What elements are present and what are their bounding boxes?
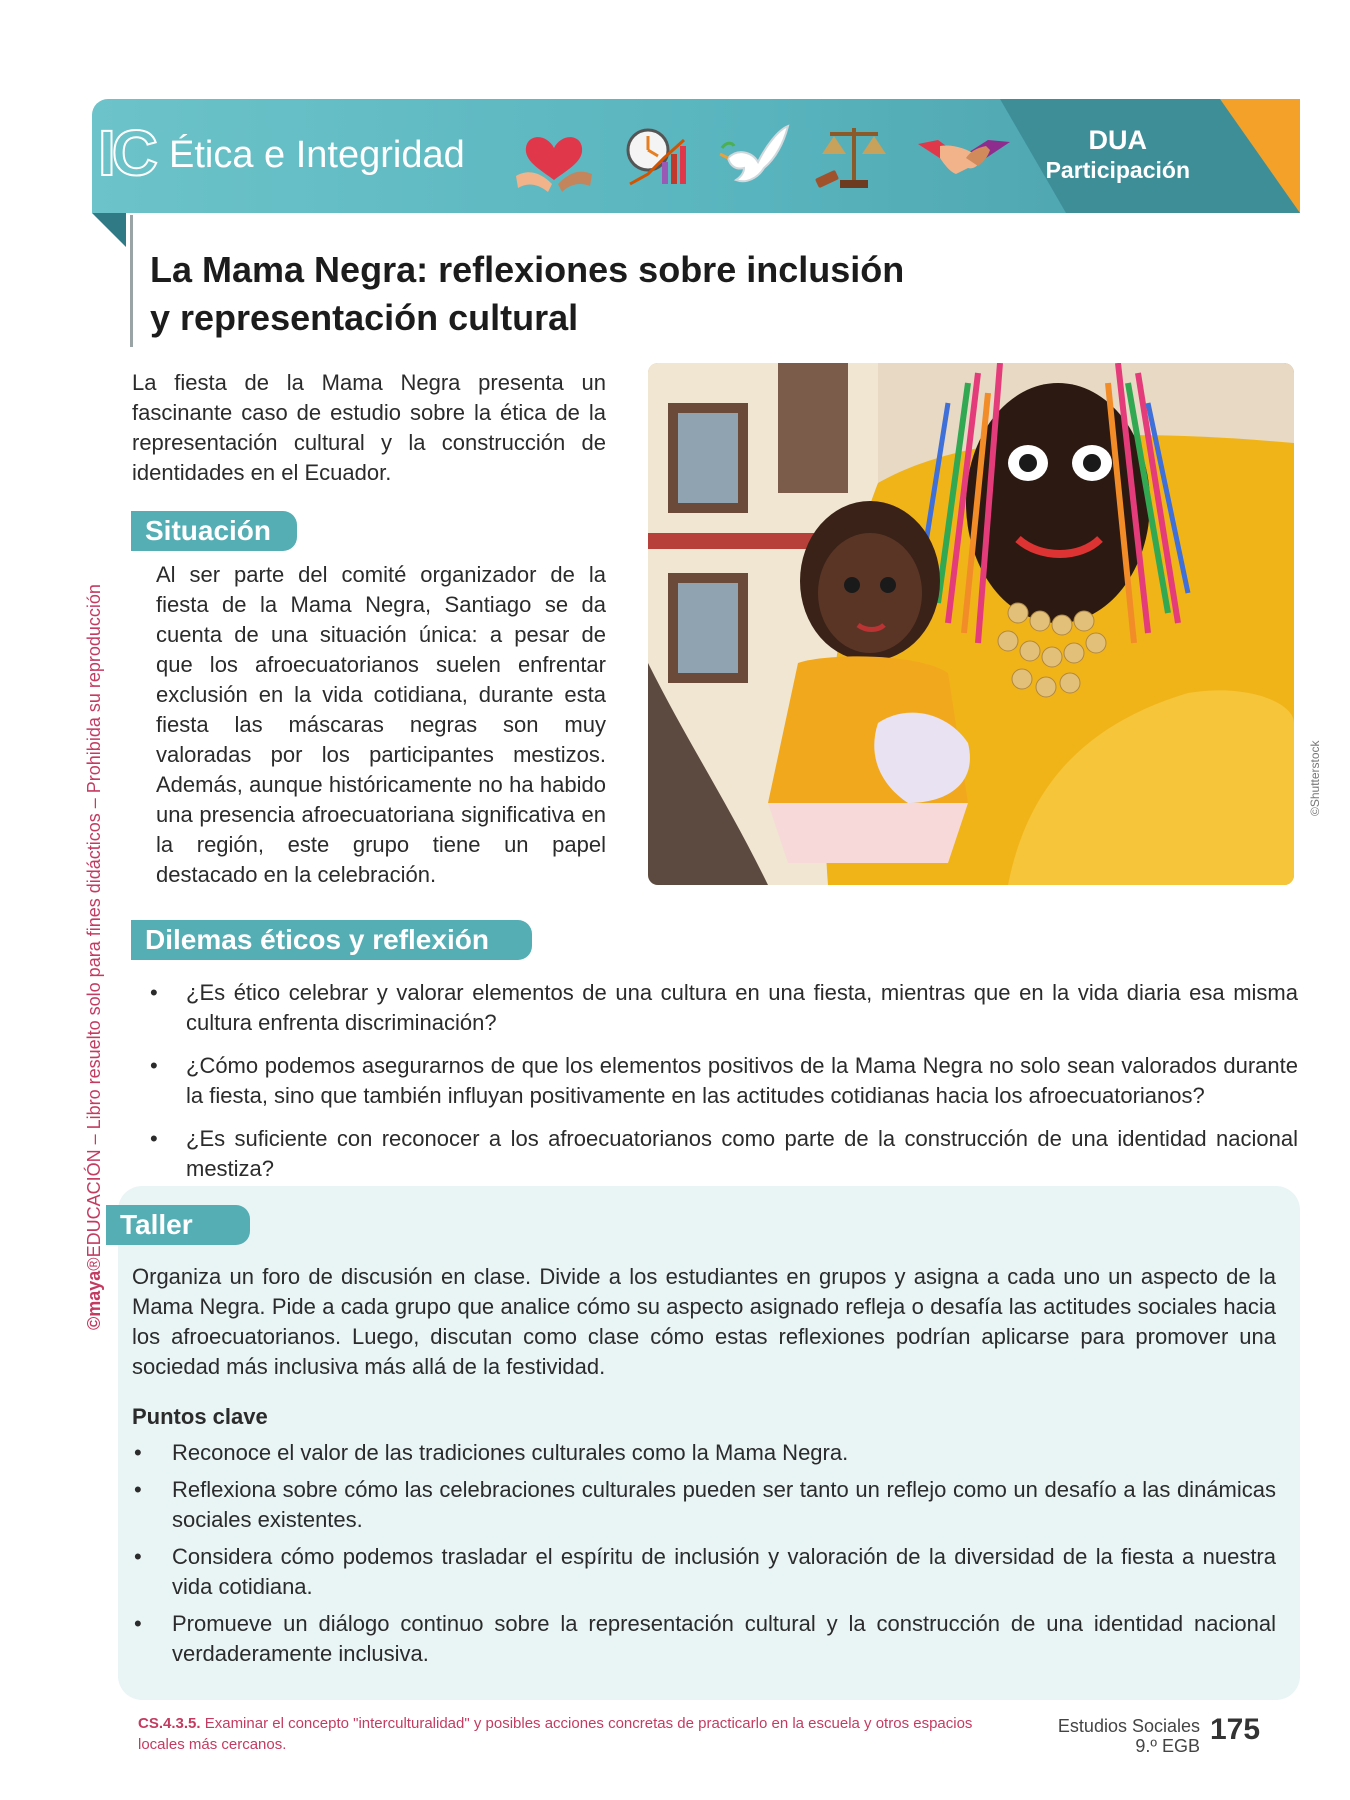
dilemas-heading: Dilemas éticos y reflexión xyxy=(131,920,532,960)
situacion-heading: Situación xyxy=(131,511,297,551)
justice-scales-icon xyxy=(814,118,894,196)
brand-name: ©maya xyxy=(84,1270,104,1330)
standard-text: Examinar el concepto "interculturalidad" y posibles acciones concretas de practicarlo en la escuela y otros espacios locales más cercanos. xyxy=(138,1715,973,1753)
grade-level: 9.º EGB xyxy=(1135,1736,1200,1756)
list-item: • Considera cómo podemos trasladar el espíritu de inclusión y valoración de la diversidad de la fiesta a nuestra vida cotidiana. xyxy=(134,1542,1276,1602)
mama-negra-photo xyxy=(648,363,1294,885)
ic-logo: IC xyxy=(98,117,154,189)
dilemas-list xyxy=(150,978,1298,1197)
photo-credit: ©Shutterstock xyxy=(1308,740,1322,816)
page-title xyxy=(150,246,1050,342)
title-line-2: y representación cultural xyxy=(150,297,579,338)
list-item: • ¿Es suficiente con reconocer a los afroecuatorianos como parte de la construcción de una identidad nacional mestiza? xyxy=(150,1124,1298,1184)
section-banner xyxy=(92,99,1300,213)
copyright-text: ®EDUCACIÓN – Libro resuelto solo para fines didácticos – Prohibida su reproducción xyxy=(84,584,104,1271)
dua-label xyxy=(1046,125,1190,185)
subject-name: Estudios Sociales xyxy=(1057,1716,1200,1736)
mama-negra-illustration xyxy=(648,363,1294,885)
dua-title: DUA xyxy=(1088,125,1148,155)
title-accent-bar xyxy=(130,215,133,347)
taller-paragraph: Organiza un foro de discusión en clase. Divide a los estudiantes en grupos y asigna a cada uno un aspecto de la Mama Negra. Pide a cada grupo que analice cómo su aspecto asignado refleja o desafía las actitudes sociales hacia los afroecuatorianos. Luego, discutan como clase cómo estas reflexiones podrían aplicarse para promover una sociedad más inclusiva más allá de la festividad. xyxy=(132,1264,1276,1379)
dove-icon xyxy=(718,118,792,196)
list-item: • Promueve un diálogo continuo sobre la representación cultural y la construcción de una identidad nacional verdaderamente inclusiva. xyxy=(134,1609,1276,1669)
intro-paragraph: La fiesta de la Mama Negra presenta un fascinante caso de estudio sobre la ética de la representación cultural y la construcción de identidades en el Ecuador. xyxy=(132,370,606,485)
list-item: • Reflexiona sobre cómo las celebraciones culturales pueden ser tanto un reflejo como un desafío a las dinámicas sociales existentes. xyxy=(134,1475,1276,1535)
title-line-1: La Mama Negra: reflexiones sobre inclusión xyxy=(150,249,905,290)
page-number: 175 xyxy=(1210,1713,1261,1746)
list-item: • ¿Cómo podemos asegurarnos de que los elementos positivos de la Mama Negra no solo sean valorados durante la fiesta, sino que también influyan positivamente en las actitudes cotidianas hacia los afroecuatorianos? xyxy=(150,1051,1298,1111)
puntos-clave-heading: Puntos clave xyxy=(132,1404,268,1429)
dua-subtitle: Participación xyxy=(1045,157,1190,183)
banner-fold xyxy=(92,213,126,247)
time-growth-icon xyxy=(618,118,696,196)
banner-title: Ética e Integridad xyxy=(169,134,465,176)
situacion-paragraph: Al ser parte del comité organizador de la fiesta de la Mama Negra, Santiago se da cuenta de una situación única: a pesar de que los afroecuatorianos suelen enfrentar exclusión en la vida cotidiana, durante esta fiesta las máscaras negras son muy valoradas por los participantes mestizos. Además, aunque históricamente no ha habido una presencia afroecuatoriana significativa en la región, este grupo tiene un papel destacado en la celebración. xyxy=(156,562,606,887)
taller-heading: Taller xyxy=(106,1205,250,1245)
standard-code: CS.4.3.5. xyxy=(138,1715,201,1732)
handshake-icon xyxy=(916,118,1012,196)
puntos-clave-list xyxy=(134,1438,1276,1676)
banner-icons xyxy=(512,117,1012,197)
footer-subject xyxy=(1024,1716,1200,1756)
heart-hands-icon xyxy=(512,118,596,196)
list-item: • Reconoce el valor de las tradiciones culturales como la Mama Negra. xyxy=(134,1438,1276,1468)
vertical-copyright xyxy=(84,470,105,1330)
list-item: • ¿Es ético celebrar y valorar elementos de una cultura en una fiesta, mientras que en la vida diaria esa misma cultura enfrenta discriminación? xyxy=(150,978,1298,1038)
footer-standard xyxy=(138,1713,998,1755)
